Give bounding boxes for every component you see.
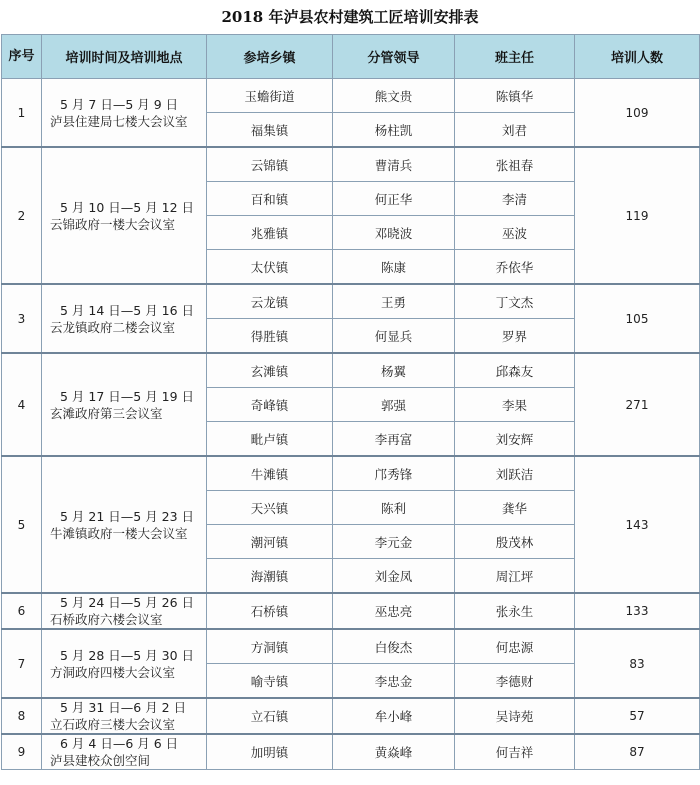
leader-cell: 邝秀锋 — [333, 456, 455, 491]
header-count: 培训人数 — [575, 35, 700, 79]
time-place-cell — [42, 593, 207, 629]
training-place: 石桥政府六楼会议室 — [50, 612, 163, 627]
town-cell: 毗卢镇 — [207, 422, 333, 457]
schedule-table — [1, 34, 700, 770]
town-cell: 太伏镇 — [207, 250, 333, 285]
leader-cell: 巫忠亮 — [333, 593, 455, 629]
training-place: 泸县住建局七楼大会议室 — [50, 113, 188, 129]
leader-cell: 刘金凤 — [333, 559, 455, 594]
training-time: 5 月 17 日—5 月 19 日 — [60, 388, 195, 404]
training-time: 5 月 24 日—5 月 26 日 — [60, 595, 195, 610]
seq-cell: 1 — [2, 79, 42, 148]
town-cell: 海潮镇 — [207, 559, 333, 594]
training-place: 牛滩镇政府一楼大会议室 — [50, 525, 188, 541]
training-time: 5 月 31 日—6 月 2 日 — [60, 700, 187, 715]
time-place-cell — [42, 698, 207, 734]
leader-cell: 何显兵 — [333, 319, 455, 354]
leader-cell: 杨柱凯 — [333, 113, 455, 148]
count-cell: 57 — [575, 698, 700, 734]
town-cell: 立石镇 — [207, 698, 333, 734]
table-row — [2, 629, 700, 664]
table-row — [2, 456, 700, 491]
table-row — [2, 79, 700, 113]
seq-cell: 8 — [2, 698, 42, 734]
town-cell: 百和镇 — [207, 182, 333, 216]
training-place: 玄滩政府第三会议室 — [50, 405, 163, 421]
seq-cell: 7 — [2, 629, 42, 698]
table-row — [2, 284, 700, 319]
time-place-cell — [42, 147, 207, 284]
head-teacher-cell: 李清 — [455, 182, 575, 216]
head-teacher-cell: 何吉祥 — [455, 734, 575, 770]
time-place-cell — [42, 353, 207, 456]
town-cell: 玄滩镇 — [207, 353, 333, 388]
table-row — [2, 353, 700, 388]
count-cell: 133 — [575, 593, 700, 629]
training-time: 5 月 14 日—5 月 16 日 — [60, 302, 195, 318]
leader-cell: 熊文贵 — [333, 79, 455, 113]
training-time: 5 月 28 日—5 月 30 日 — [60, 647, 195, 663]
training-place: 云锦政府一楼大会议室 — [50, 216, 176, 232]
leader-cell: 白俊杰 — [333, 629, 455, 664]
training-place: 方洞政府四楼大会议室 — [50, 664, 176, 680]
training-place: 立石政府三楼大会议室 — [50, 717, 176, 732]
town-cell: 奇峰镇 — [207, 388, 333, 422]
count-cell: 109 — [575, 79, 700, 148]
town-cell: 天兴镇 — [207, 491, 333, 525]
training-time: 5 月 7 日—5 月 9 日 — [60, 96, 179, 112]
header-town: 参培乡镇 — [207, 35, 333, 79]
leader-cell: 杨翼 — [333, 353, 455, 388]
head-teacher-cell: 张祖春 — [455, 147, 575, 182]
head-teacher-cell: 邱森友 — [455, 353, 575, 388]
head-teacher-cell: 吴诗苑 — [455, 698, 575, 734]
head-teacher-cell: 周江坪 — [455, 559, 575, 594]
town-cell: 玉蟾街道 — [207, 79, 333, 113]
head-teacher-cell: 巫波 — [455, 216, 575, 250]
town-cell: 潮河镇 — [207, 525, 333, 559]
time-place-cell — [42, 629, 207, 698]
town-cell: 方洞镇 — [207, 629, 333, 664]
town-cell: 石桥镇 — [207, 593, 333, 629]
header-leader: 分管领导 — [333, 35, 455, 79]
count-cell: 143 — [575, 456, 700, 593]
training-place: 云龙镇政府二楼会议室 — [50, 319, 176, 335]
seq-cell: 4 — [2, 353, 42, 456]
head-teacher-cell: 龚华 — [455, 491, 575, 525]
leader-cell: 李再富 — [333, 422, 455, 457]
head-teacher-cell: 李德财 — [455, 664, 575, 699]
time-place-cell — [42, 456, 207, 593]
time-place-cell — [42, 734, 207, 770]
seq-cell: 5 — [2, 456, 42, 593]
header-head-teacher: 班主任 — [455, 35, 575, 79]
seq-cell: 6 — [2, 593, 42, 629]
table-row — [2, 593, 700, 629]
page-title: 2018 年泸县农村建筑工匠培训安排表 — [221, 8, 479, 26]
count-cell: 83 — [575, 629, 700, 698]
time-place-cell — [42, 284, 207, 353]
town-cell: 云龙镇 — [207, 284, 333, 319]
head-teacher-cell: 何忠源 — [455, 629, 575, 664]
head-teacher-cell: 乔依华 — [455, 250, 575, 285]
leader-cell: 李忠金 — [333, 664, 455, 699]
town-cell: 喻寺镇 — [207, 664, 333, 699]
leader-cell: 何正华 — [333, 182, 455, 216]
count-cell: 119 — [575, 147, 700, 284]
seq-cell: 9 — [2, 734, 42, 770]
leader-cell: 黄焱峰 — [333, 734, 455, 770]
leader-cell: 牟小峰 — [333, 698, 455, 734]
head-teacher-cell: 刘跃洁 — [455, 456, 575, 491]
training-time: 5 月 21 日—5 月 23 日 — [60, 508, 195, 524]
header-time-place: 培训时间及培训地点 — [42, 35, 207, 79]
head-teacher-cell: 丁文杰 — [455, 284, 575, 319]
head-teacher-cell: 罗界 — [455, 319, 575, 354]
training-time: 6 月 4 日—6 月 6 日 — [60, 736, 179, 751]
training-time: 5 月 10 日—5 月 12 日 — [60, 199, 195, 215]
leader-cell: 曹清兵 — [333, 147, 455, 182]
leader-cell: 陈康 — [333, 250, 455, 285]
head-teacher-cell: 张永生 — [455, 593, 575, 629]
table-row — [2, 698, 700, 734]
leader-cell: 王勇 — [333, 284, 455, 319]
town-cell: 加明镇 — [207, 734, 333, 770]
leader-cell: 邓晓波 — [333, 216, 455, 250]
table-row — [2, 147, 700, 182]
table-body — [2, 79, 700, 770]
header-row — [2, 35, 700, 79]
training-place: 泸县建校众创空间 — [50, 753, 151, 768]
leader-cell: 郭强 — [333, 388, 455, 422]
leader-cell: 陈利 — [333, 491, 455, 525]
town-cell: 福集镇 — [207, 113, 333, 148]
time-place-cell — [42, 79, 207, 148]
town-cell: 兆雅镇 — [207, 216, 333, 250]
head-teacher-cell: 刘君 — [455, 113, 575, 148]
count-cell: 105 — [575, 284, 700, 353]
town-cell: 牛滩镇 — [207, 456, 333, 491]
head-teacher-cell: 陈镇华 — [455, 79, 575, 113]
head-teacher-cell: 刘安辉 — [455, 422, 575, 457]
head-teacher-cell: 李果 — [455, 388, 575, 422]
head-teacher-cell: 殷茂林 — [455, 525, 575, 559]
count-cell: 271 — [575, 353, 700, 456]
table-row — [2, 734, 700, 770]
seq-cell: 2 — [2, 147, 42, 284]
seq-cell: 3 — [2, 284, 42, 353]
leader-cell: 李元金 — [333, 525, 455, 559]
header-seq: 序号 — [2, 35, 42, 79]
town-cell: 云锦镇 — [207, 147, 333, 182]
town-cell: 得胜镇 — [207, 319, 333, 354]
count-cell: 87 — [575, 734, 700, 770]
